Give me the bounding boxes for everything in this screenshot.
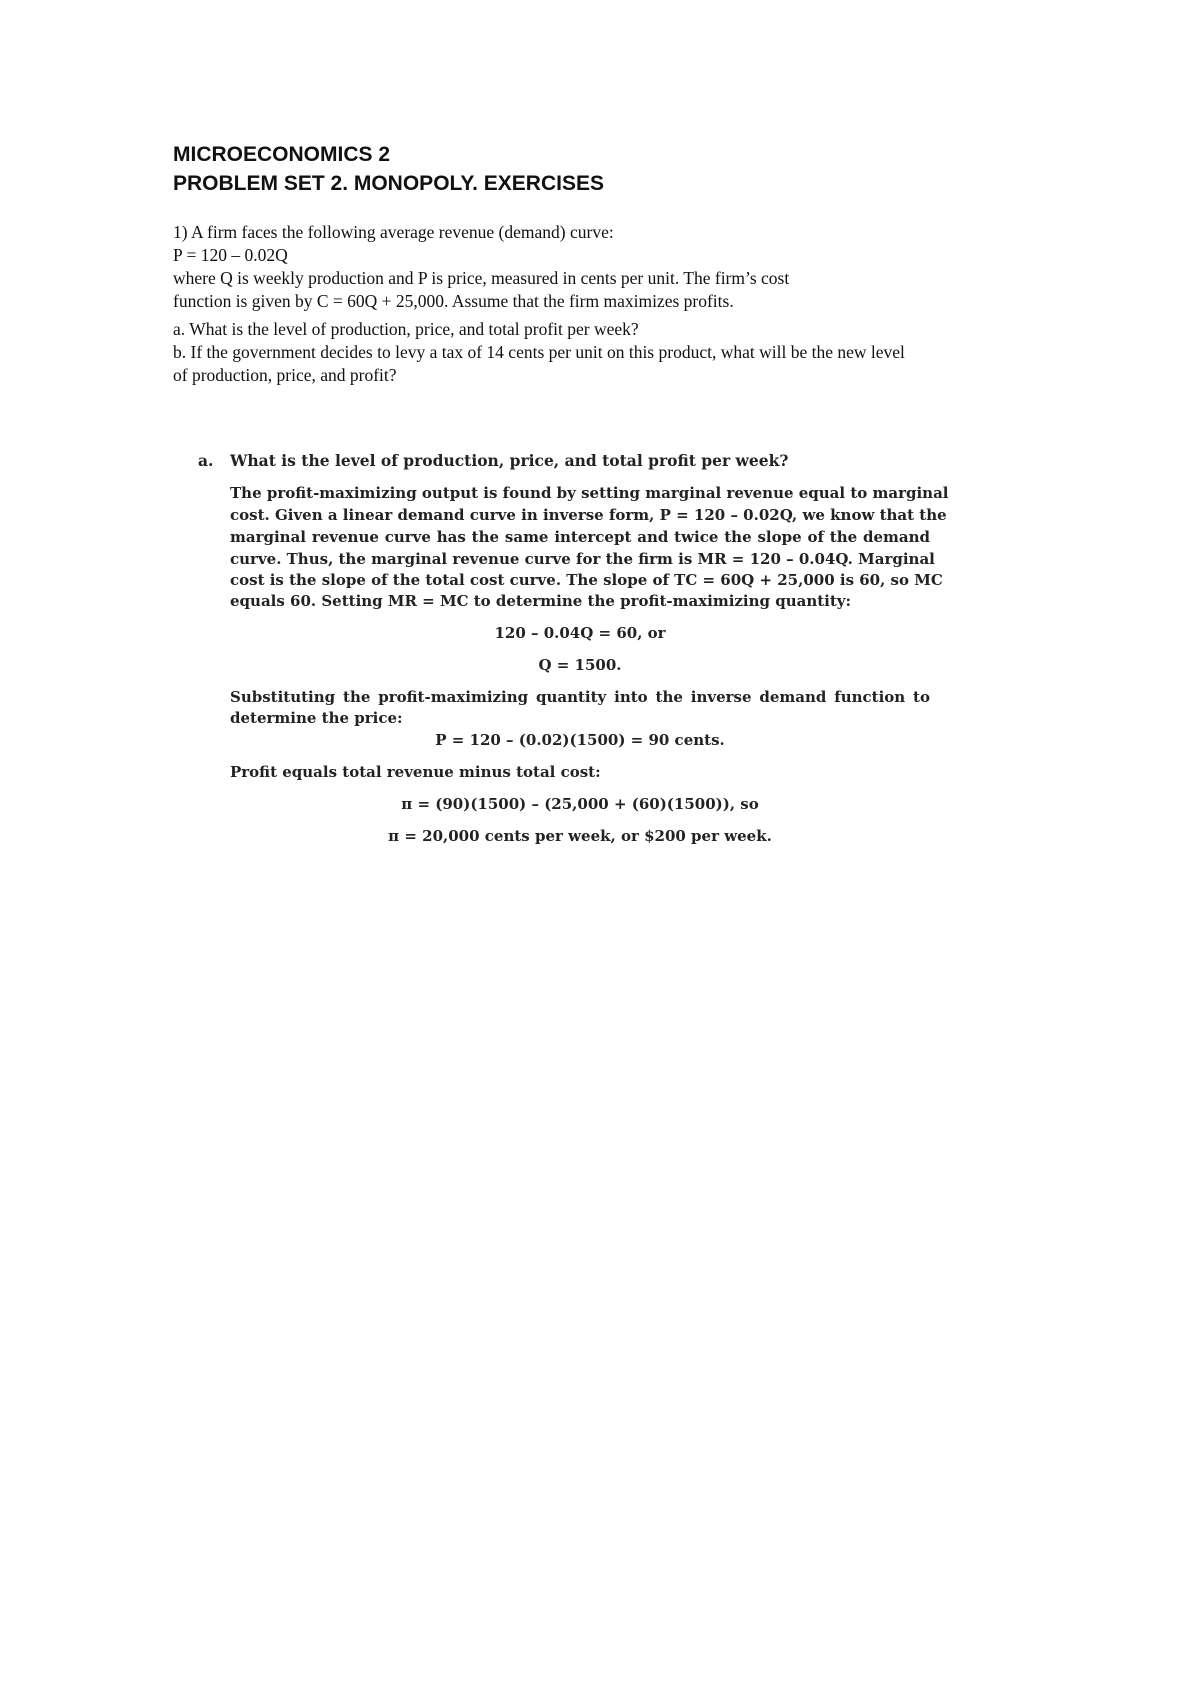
equation-price: P = 120 – (0.02)(1500) = 90 cents. <box>435 731 725 749</box>
course-title: MICROECONOMICS 2 <box>173 143 391 166</box>
answer-letter: a. <box>198 451 214 470</box>
problem-line-demand: P = 120 – 0.02Q <box>173 245 288 265</box>
problem-question-b: b. If the government decides to levy a tax of 14 cents per unit on this product, what will be the new level <box>173 342 905 362</box>
answer-paragraph-line: curve. Thus, the marginal revenue curve for the firm is MR = 120 – 0.04Q. Marginal <box>230 550 935 568</box>
answer-paragraph-line: marginal revenue curve has the same intercept and twice the slope of the demand <box>230 528 930 546</box>
problem-question-b-cont: of production, price, and profit? <box>173 365 397 385</box>
answer-question: What is the level of production, price, and total profit per week? <box>230 451 789 470</box>
equation-mr-mc: 120 – 0.04Q = 60, or <box>494 624 666 642</box>
answer-paragraph-line: Profit equals total revenue minus total cost: <box>230 763 601 781</box>
answer-paragraph-line: Substituting the profit-maximizing quantity into the inverse demand function to <box>230 688 930 706</box>
answer-paragraph-line: equals 60. Setting MR = MC to determine the profit-maximizing quantity: <box>230 592 852 610</box>
answer-paragraph-line: The profit-maximizing output is found by setting marginal revenue equal to marginal <box>230 484 949 502</box>
answer-paragraph-line: determine the price: <box>230 709 403 727</box>
equation-profit-result: π = 20,000 cents per week, or $200 per week. <box>388 827 772 845</box>
equation-quantity: Q = 1500. <box>538 656 622 674</box>
problem-set-title: PROBLEM SET 2. MONOPOLY. EXERCISES <box>173 172 604 195</box>
problem-line-definitions: where Q is weekly production and P is price, measured in cents per unit. The firm’s cost <box>173 268 790 288</box>
problem-line-cost: function is given by C = 60Q + 25,000. Assume that the firm maximizes profits. <box>173 291 734 311</box>
problem-line-intro: 1) A firm faces the following average revenue (demand) curve: <box>173 222 614 242</box>
answer-paragraph-line: cost. Given a linear demand curve in inverse form, P = 120 – 0.02Q, we know that the <box>230 506 947 524</box>
problem-question-a: a. What is the level of production, price, and total profit per week? <box>173 319 639 339</box>
answer-paragraph-line: cost is the slope of the total cost curve. The slope of TC = 60Q + 25,000 is 60, so MC <box>230 571 943 589</box>
equation-profit: π = (90)(1500) – (25,000 + (60)(1500)), so <box>401 795 759 813</box>
